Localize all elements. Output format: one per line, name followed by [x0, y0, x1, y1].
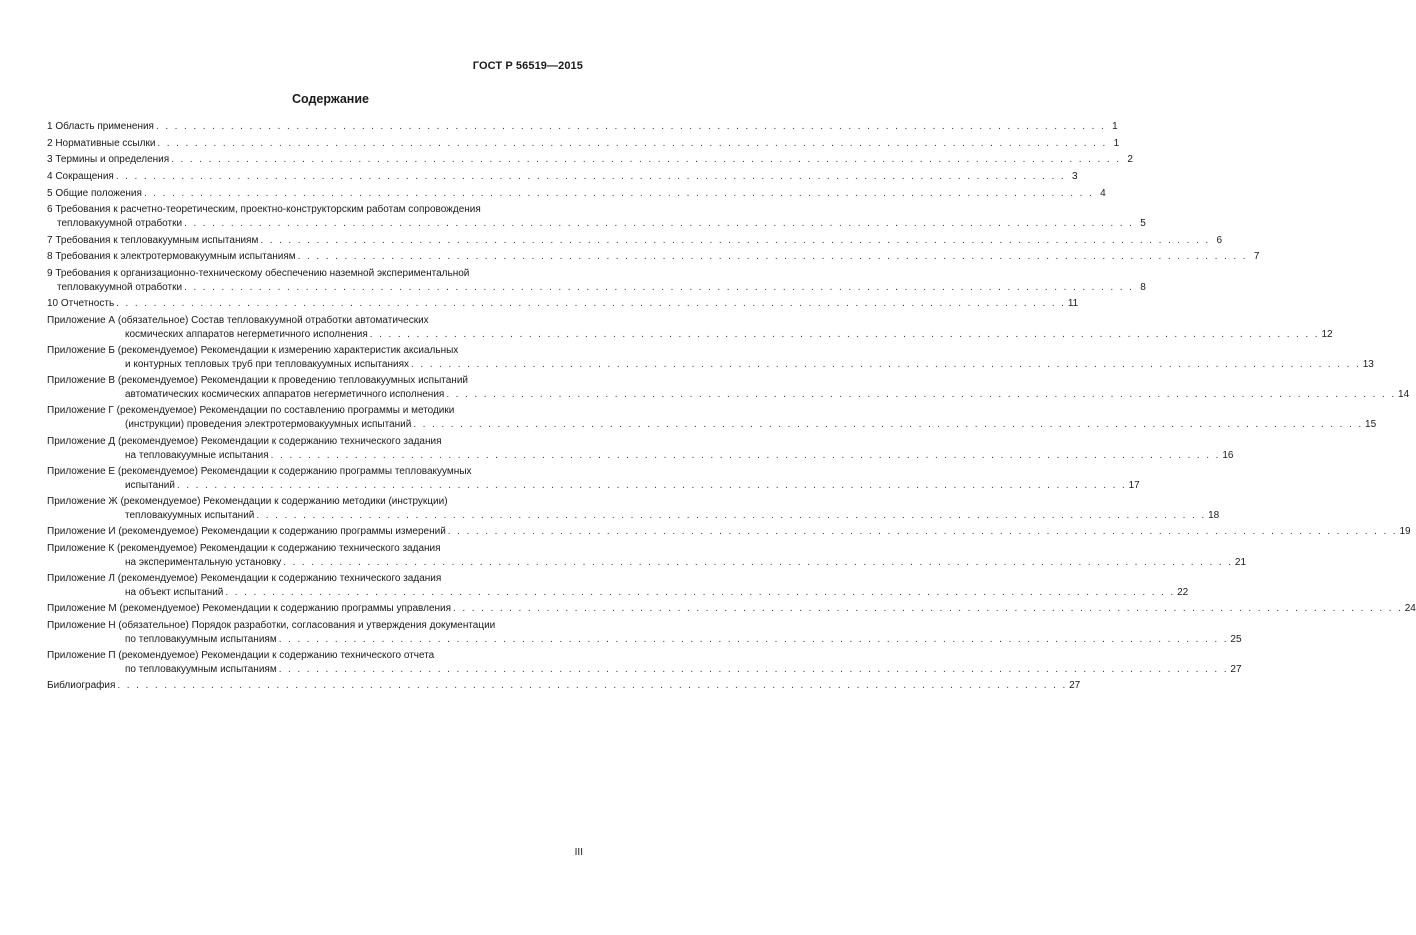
dot-leader: . . . . . . . . . . . . . . . . . . . . . . . . . . . . . . . . . . . . . . . . . . . . . . . . . . . . . . . . . . . . . . . . . . . . . . . . . . . . . . . . . . . . . . . . . . . . . . . . . . . . . .	[278, 664, 1229, 676]
toc-entry-text: Приложение Е (рекомендуемое) Рекомендации к содержанию программы тепловакуумных	[47, 465, 472, 477]
toc-entry-text: 2 Нормативные ссылки	[47, 137, 156, 149]
dot-leader: . . . . . . . . . . . . . . . . . . . . . . . . . . . . . . . . . . . . . . . . . . . . . . . . . . . . . . . . . . . . . . . . . . . . . . . . . . . . . . . . . . . . . . . . . . . . . . . . . . . . . .	[256, 510, 1207, 521]
toc-entry[interactable]	[47, 187, 1106, 201]
toc-page-number: 15	[1365, 419, 1377, 431]
toc-entry[interactable]	[47, 203, 1146, 231]
toc-entry-text: 9 Требования к организационно-техническому обеспечению наземной экспериментальной	[47, 268, 470, 279]
toc-entry-text: Приложение И (рекомендуемое) Рекомендации к содержанию программы измерений	[47, 526, 446, 538]
page-number: III	[574, 847, 583, 858]
toc-entry-text: по тепловакуумным испытаниям	[125, 633, 277, 645]
toc-entry-text: 1 Область применения	[47, 121, 154, 132]
toc-entry[interactable]	[47, 435, 1234, 463]
toc-entry[interactable]	[47, 679, 1081, 693]
toc-entry[interactable]	[47, 297, 1079, 311]
toc-entry[interactable]	[47, 137, 1120, 151]
toc-entry[interactable]	[47, 602, 1416, 616]
toc-page-number: 3	[1071, 171, 1078, 183]
dot-leader: . . . . . . . . . . . . . . . . . . . . . . . . . . . . . . . . . . . . . . . . . . . . . . . . . . . . . . . . . . . . . . . . . . . . . . . . . . . . . . . . . . . . . . . . . . . . . . . . . . . . . .	[184, 282, 1134, 293]
dot-leader: . . . . . . . . . . . . . . . . . . . . . . . . . . . . . . . . . . . . . . . . . . . . . . . . . . . . . . . . . . . . . . . . . . . . . . . . . . . . . . . . . . . . . . . . . . . . . . . . . . . . . .	[260, 234, 1211, 246]
toc-entry-text: на тепловакуумные испытания	[125, 449, 269, 461]
toc-page-number: 7	[1253, 251, 1260, 263]
toc-entry-text: Приложение М (рекомендуемое) Рекомендации к содержанию программы управления	[47, 603, 452, 615]
toc-page-number: 27	[1069, 680, 1081, 692]
toc-entry-text: 3 Термины и определения	[47, 154, 170, 166]
toc-entry[interactable]	[47, 267, 1146, 295]
toc-page-number: 12	[1321, 328, 1333, 340]
dot-leader: . . . . . . . . . . . . . . . . . . . . . . . . . . . . . . . . . . . . . . . . . . . . . . . . . . . . . . . . . . . . . . . . . . . . . . . . . . . . . . . . . . . . . . . . . . . . . . . . . . . . . .	[155, 121, 1106, 132]
toc-entry[interactable]	[47, 525, 1411, 539]
toc-entry-text: (инструкции) проведения электротермовакуумных испытаний	[125, 419, 412, 431]
toc-entry-text: Приложение Н (обязательное) Порядок разработки, согласования и утверждения документации	[47, 619, 496, 631]
toc-entry[interactable]	[47, 153, 1133, 167]
dot-leader: . . . . . . . . . . . . . . . . . . . . . . . . . . . . . . . . . . . . . . . . . . . . . . . . . . . . . . . . . . . . . . . . . . . . . . . . . . . . . . . . . . . . . . . . . . . . . . . . . . . . . .	[446, 389, 1397, 401]
toc-page-number: 25	[1230, 633, 1242, 645]
toc-entry-text: автоматических космических аппаратов негерметичного исполнения	[125, 389, 445, 401]
dot-leader: . . . . . . . . . . . . . . . . . . . . . . . . . . . . . . . . . . . . . . . . . . . . . . . . . . . . . . . . . . . . . . . . . . . . . . . . . . . . . . . . . . . . . . . . . . . . . . . . . . . . . .	[116, 298, 1066, 310]
toc-page-number: 1	[1113, 137, 1120, 149]
toc-page-number: 11	[1067, 298, 1079, 310]
dot-leader: . . . . . . . . . . . . . . . . . . . . . . . . . . . . . . . . . . . . . . . . . . . . . . . . . . . . . . . . . . . . . . . . . . . . . . . . . . . . . . . . . . . . . . . . . . . . . . . . . . . . . .	[270, 449, 1221, 461]
toc-entry-text: Приложение Б (рекомендуемое) Рекомендации к измерению характеристик аксиальных	[47, 345, 459, 357]
dot-leader: . . . . . . . . . . . . . . . . . . . . . . . . . . . . . . . . . . . . . . . . . . . . . . . . . . . . . . . . . . . . . . . . . . . . . . . . . . . . . . . . . . . . . . . . . . . . . . . . . . . . . .	[410, 359, 1361, 371]
toc-entry-text: 4 Сокращения	[47, 171, 114, 183]
dot-leader: . . . . . . . . . . . . . . . . . . . . . . . . . . . . . . . . . . . . . . . . . . . . . . . . . . . . . . . . . . . . . . . . . . . . . . . . . . . . . . . . . . . . . . . . . . . . . . . . . . . . . .	[297, 251, 1248, 263]
dot-leader: . . . . . . . . . . . . . . . . . . . . . . . . . . . . . . . . . . . . . . . . . . . . . . . . . . . . . . . . . . . . . . . . . . . . . . . . . . . . . . . . . . . . . . . . . . . . . . . . . . . . . .	[171, 154, 1121, 166]
toc-entry[interactable]	[47, 649, 1242, 677]
dot-leader: . . . . . . . . . . . . . . . . . . . . . . . . . . . . . . . . . . . . . . . . . . . . . . . . . . . . . . . . . . . . . . . . . . . . . . . . . . . . . . . . . . . . . . . . . . . . . . . . . . . . . .	[157, 137, 1108, 149]
toc-entry-text: Приложение А (обязательное) Состав тепловакуумной отработки автоматических	[47, 314, 429, 326]
toc-entry-text: 10 Отчетность	[47, 298, 115, 310]
toc-entry[interactable]	[47, 250, 1260, 264]
toc-page-number: 5	[1140, 218, 1146, 230]
toc-entry[interactable]	[47, 170, 1078, 184]
dot-leader: . . . . . . . . . . . . . . . . . . . . . . . . . . . . . . . . . . . . . . . . . . . . . . . . . . . . . . . . . . . . . . . . . . . . . . . . . . . . . . . . . . . . . . . . . . . . . . . . . . . . . .	[176, 479, 1127, 491]
dot-leader: . . . . . . . . . . . . . . . . . . . . . . . . . . . . . . . . . . . . . . . . . . . . . . . . . . . . . . . . . . . . . . . . . . . . . . . . . . . . . . . . . . . . . . . . . . . . . . . . . . . . . .	[369, 328, 1320, 340]
toc-page-number: 21	[1234, 556, 1247, 568]
dot-leader: . . . . . . . . . . . . . . . . . . . . . . . . . . . . . . . . . . . . . . . . . . . . . . . . . . . . . . . . . . . . . . . . . . . . . . . . . . . . . . . . . . . . . . . . . . . . . . . . . . . . . .	[453, 603, 1403, 615]
toc-page-number: 1	[1112, 121, 1118, 132]
toc-entry[interactable]	[47, 495, 1220, 523]
toc-page-number: 14	[1398, 389, 1410, 401]
toc-page-number: 27	[1230, 664, 1242, 676]
toc-entry[interactable]	[47, 120, 1118, 134]
toc-page-number: 19	[1399, 526, 1411, 538]
toc-entry-text: тепловакуумных испытаний	[125, 510, 255, 521]
toc-entry-text: по тепловакуумным испытаниям	[125, 664, 277, 676]
dot-leader: . . . . . . . . . . . . . . . . . . . . . . . . . . . . . . . . . . . . . . . . . . . . . . . . . . . . . . . . . . . . . . . . . . . . . . . . . . . . . . . . . . . . . . . . . . . . . . . . . . . . . .	[225, 587, 1176, 599]
toc-entry[interactable]	[47, 374, 1410, 402]
toc-entry-text: Библиография	[47, 680, 116, 692]
toc-page-number: 22	[1177, 587, 1189, 599]
toc-page-number: 2	[1127, 154, 1133, 166]
toc-entry[interactable]	[47, 404, 1377, 432]
toc-entry[interactable]	[47, 542, 1247, 570]
toc-entry-text: 6 Требования к расчетно-теоретическим, проектно-конструкторским работам сопровождения	[47, 204, 481, 216]
toc-entry-text: на экспериментальную установку	[125, 556, 282, 568]
toc-entry-text: тепловакуумной отработки	[57, 282, 183, 293]
table-of-contents	[47, 120, 1416, 696]
toc-page-number: 4	[1100, 187, 1106, 199]
toc-page-number: 16	[1222, 449, 1234, 461]
toc-entry[interactable]	[47, 344, 1374, 372]
toc-page-number: 13	[1362, 359, 1374, 371]
toc-entry-text: на объект испытаний	[125, 587, 224, 599]
toc-entry-text: 8 Требования к электротермовакуумным испытаниям	[47, 251, 296, 263]
dot-leader: . . . . . . . . . . . . . . . . . . . . . . . . . . . . . . . . . . . . . . . . . . . . . . . . . . . . . . . . . . . . . . . . . . . . . . . . . . . . . . . . . . . . . . . . . . . . . . . . . . . . . .	[283, 556, 1233, 568]
toc-entry-text: Приложение Г (рекомендуемое) Рекомендации по составлению программы и методики	[47, 405, 455, 417]
toc-entry-text: Приложение К (рекомендуемое) Рекомендации к содержанию технического задания	[47, 542, 441, 554]
dot-leader: . . . . . . . . . . . . . . . . . . . . . . . . . . . . . . . . . . . . . . . . . . . . . . . . . . . . . . . . . . . . . . . . . . . . . . . . . . . . . . . . . . . . . . . . . . . . . . . . . . . . . .	[115, 171, 1066, 183]
toc-entry-text: испытаний	[125, 479, 175, 491]
toc-entry[interactable]	[47, 619, 1242, 647]
toc-page-number: 18	[1208, 510, 1220, 521]
toc-entry-text: и контурных тепловых труб при тепловакуумных испытаниях	[125, 359, 409, 371]
toc-entry[interactable]	[47, 234, 1223, 248]
toc-entry-text: космических аппаратов негерметичного исполнения	[125, 328, 368, 340]
toc-entry-text: тепловакуумной отработки	[57, 218, 183, 230]
toc-entry[interactable]	[47, 572, 1189, 600]
dot-leader: . . . . . . . . . . . . . . . . . . . . . . . . . . . . . . . . . . . . . . . . . . . . . . . . . . . . . . . . . . . . . . . . . . . . . . . . . . . . . . . . . . . . . . . . . . . . . . . . . . . . . .	[143, 187, 1094, 199]
toc-title: Содержание	[291, 92, 369, 106]
toc-page-number: 24	[1404, 603, 1416, 615]
dot-leader: . . . . . . . . . . . . . . . . . . . . . . . . . . . . . . . . . . . . . . . . . . . . . . . . . . . . . . . . . . . . . . . . . . . . . . . . . . . . . . . . . . . . . . . . . . . . . . . . . . . . . .	[184, 218, 1134, 230]
standard-code: ГОСТ Р 56519—2015	[472, 60, 583, 72]
toc-entry-text: 5 Общие положения	[47, 187, 142, 199]
toc-entry-text: Приложение Ж (рекомендуемое) Рекомендации к содержанию методики (инструкции)	[47, 496, 448, 507]
toc-page-number: 6	[1216, 234, 1223, 246]
toc-entry-text: Приложение П (рекомендуемое) Рекомендации к содержанию технического отчета	[47, 650, 435, 662]
toc-entry[interactable]	[47, 314, 1333, 342]
dot-leader: . . . . . . . . . . . . . . . . . . . . . . . . . . . . . . . . . . . . . . . . . . . . . . . . . . . . . . . . . . . . . . . . . . . . . . . . . . . . . . . . . . . . . . . . . . . . . . . . . . . . . .	[278, 633, 1229, 645]
toc-entry-text: 7 Требования к тепловакуумным испытаниям	[47, 234, 259, 246]
toc-page-number: 17	[1128, 479, 1140, 491]
dot-leader: . . . . . . . . . . . . . . . . . . . . . . . . . . . . . . . . . . . . . . . . . . . . . . . . . . . . . . . . . . . . . . . . . . . . . . . . . . . . . . . . . . . . . . . . . . . . . . . . . . . . . .	[413, 419, 1364, 431]
toc-entry-text: Приложение В (рекомендуемое) Рекомендации к проведению тепловакуумных испытаний	[47, 375, 468, 387]
dot-leader: . . . . . . . . . . . . . . . . . . . . . . . . . . . . . . . . . . . . . . . . . . . . . . . . . . . . . . . . . . . . . . . . . . . . . . . . . . . . . . . . . . . . . . . . . . . . . . . . . . . . . .	[117, 680, 1068, 692]
toc-page-number: 8	[1140, 282, 1146, 293]
toc-entry[interactable]	[47, 465, 1140, 493]
toc-entry-text: Приложение Д (рекомендуемое) Рекомендации к содержанию технического задания	[47, 435, 442, 447]
dot-leader: . . . . . . . . . . . . . . . . . . . . . . . . . . . . . . . . . . . . . . . . . . . . . . . . . . . . . . . . . . . . . . . . . . . . . . . . . . . . . . . . . . . . . . . . . . . . . . . . . . . . . .	[447, 526, 1398, 538]
toc-entry-text: Приложение Л (рекомендуемое) Рекомендации к содержанию технического задания	[47, 573, 442, 585]
